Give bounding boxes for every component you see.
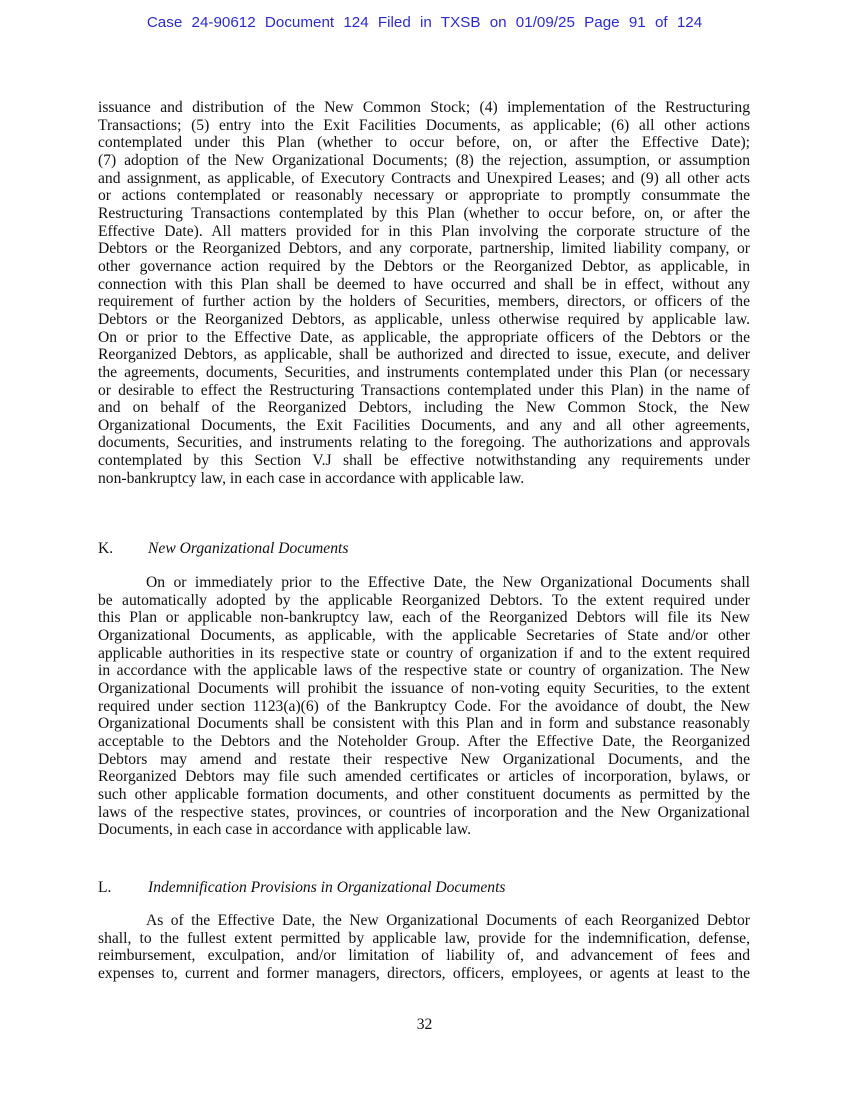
text-line: Organizational Documents shall be consistent with this Plan and in form and substance reasonably	[98, 715, 750, 733]
paragraph-continuation	[98, 99, 750, 487]
text-line: applicable authorities in its respective state or country of organization if and to the extent required	[98, 644, 750, 662]
section-l-heading	[98, 879, 505, 897]
text-line: Debtors or the Reorganized Debtors, and any corporate, partnership, limited liability company, or	[98, 240, 750, 258]
text-line: issuance and distribution of the New Common Stock; (4) implementation of the Restructuring	[98, 99, 750, 116]
text-line: be automatically adopted by the applicable Reorganized Debtors. To the extent required under	[98, 591, 750, 609]
text-line: shall, to the fullest extent permitted by applicable law, provide for the indemnification, defense,	[98, 929, 750, 947]
text-line: other governance action required by the Debtors or the Reorganized Debtor, as applicable, in	[98, 257, 750, 275]
text-line: or desirable to effect the Restructuring Transactions contemplated under this Plan) in the name of	[98, 381, 750, 399]
text-line: Effective Date). All matters provided for in this Plan involving the corporate structure of the	[98, 222, 750, 240]
text-line: such other applicable formation documents, and other constituent documents as permitted by the	[98, 785, 750, 803]
text-line: laws of the respective states, provinces, or countries of incorporation and the New Organizational	[98, 803, 750, 821]
text-line: Organizational Documents, as applicable, with the applicable Secretaries of State and/or other	[98, 626, 750, 644]
text-line: Debtors or the Reorganized Debtors, as applicable, unless otherwise required by applicable law.	[98, 310, 750, 328]
text-line: the agreements, documents, Securities, and instruments contemplated under this Plan (or necessary	[98, 363, 750, 381]
section-title: New Organizational Documents	[148, 540, 349, 557]
text-line: As of the Effective Date, the New Organizational Documents of each Reorganized Debtor	[146, 912, 750, 929]
text-line: requirement of further action by the holders of Securities, members, directors, or officers of the	[98, 293, 750, 311]
text-line: expenses to, current and former managers, directors, officers, employees, or agents at least to the	[98, 964, 750, 982]
text-line: or actions contemplated or reasonably necessary or appropriate to promptly consummate the	[98, 187, 750, 205]
text-line: and assignment, as applicable, of Executory Contracts and Unexpired Leases; and (9) all other acts	[98, 169, 750, 187]
text-line: On or prior to the Effective Date, as applicable, the appropriate officers of the Debtors or the	[98, 328, 750, 346]
text-line: acceptable to the Debtors and the Noteholder Group. After the Effective Date, the Reorganized	[98, 732, 750, 750]
text-line: connection with this Plan shall be deemed to have occurred and shall be in effect, without any	[98, 275, 750, 293]
text-line: Documents, in each case in accordance with applicable law.	[98, 821, 472, 839]
text-line: Transactions; (5) entry into the Exit Facilities Documents, as applicable; (6) all other actions	[98, 116, 750, 134]
text-line: Organizational Documents, the Exit Facilities Documents, and any and all other agreements,	[98, 416, 750, 434]
section-number: L.	[98, 879, 112, 896]
section-k-body	[98, 574, 750, 839]
section-number: K.	[98, 540, 114, 557]
court-filing-header: Case 24-90612 Document 124 Filed in TXSB on 01/09/25 Page 91 of 124	[146, 14, 703, 31]
text-line: Restructuring Transactions contemplated by this Plan (whether to occur before, on, or after the	[98, 204, 750, 222]
text-line: Reorganized Debtors may file such amended certificates or articles of incorporation, bylaws, or	[98, 768, 750, 786]
section-l-body	[98, 912, 750, 983]
text-line: Debtors may amend and restate their respective New Organizational Documents, and the	[98, 750, 750, 768]
section-title: Indemnification Provisions in Organizational Documents	[148, 879, 506, 896]
text-line: (7) adoption of the New Organizational Documents; (8) the rejection, assumption, or assumption	[98, 151, 750, 169]
text-line: Reorganized Debtors, as applicable, shall be authorized and directed to issue, execute, and deliver	[98, 346, 750, 364]
text-line: documents, Securities, and instruments relating to the foregoing. The authorizations and approvals	[98, 434, 750, 452]
text-line: contemplated under this Plan (whether to occur before, on, or after the Effective Date);	[98, 134, 750, 152]
page-number: 32	[416, 1016, 433, 1033]
text-line: non-bankruptcy law, in each case in accordance with applicable law.	[98, 469, 525, 487]
text-line: and on behalf of the Reorganized Debtors, including the New Common Stock, the New	[98, 399, 750, 417]
text-line: in accordance with the applicable laws of the respective state or country of organization. The New	[98, 662, 750, 680]
text-line: required under section 1123(a)(6) of the Bankruptcy Code. For the avoidance of doubt, the New	[98, 697, 750, 715]
section-k-heading	[98, 540, 348, 558]
text-line: reimbursement, exculpation, and/or limitation of liability of, and advancement of fees and	[98, 947, 750, 965]
text-line: this Plan or applicable non-bankruptcy law, each of the Reorganized Debtors will file its New	[98, 609, 750, 627]
text-line: On or immediately prior to the Effective Date, the New Organizational Documents shall	[146, 574, 750, 591]
text-line: Organizational Documents will prohibit the issuance of non-voting equity Securities, to the extent	[98, 679, 750, 697]
text-line: contemplated by this Section V.J shall be effective notwithstanding any requirements under	[98, 452, 750, 470]
